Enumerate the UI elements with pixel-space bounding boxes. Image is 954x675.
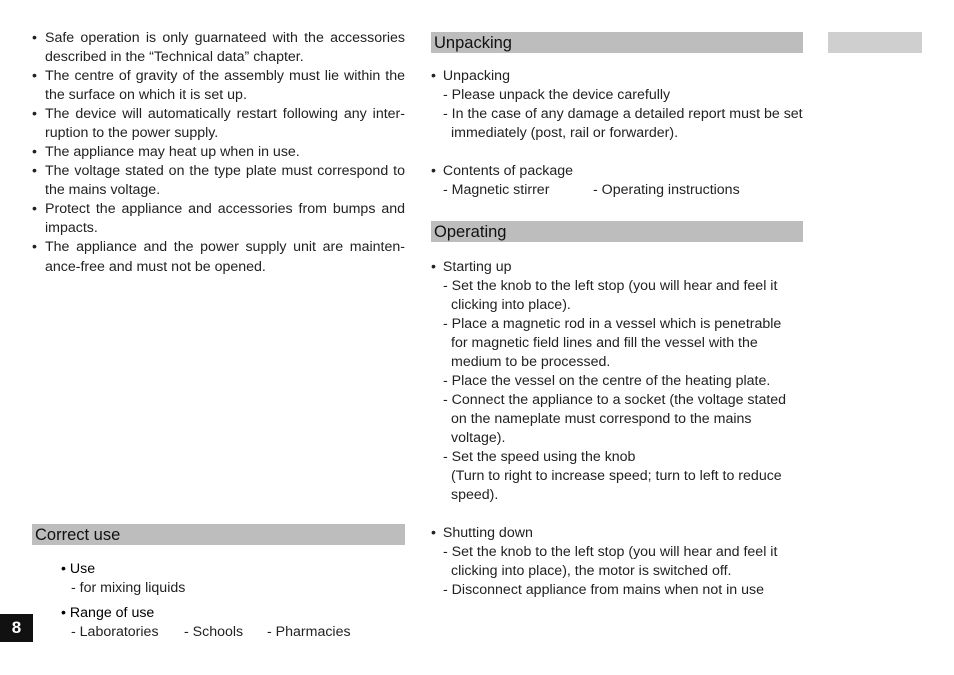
unpacking-line: - In the case of any damage a detailed report must be set (443, 106, 803, 122)
list-item (32, 143, 405, 162)
list-item-line: the mains voltage. (45, 182, 161, 198)
range-item: - Schools (184, 624, 244, 640)
list-item (32, 67, 405, 105)
bullet-marker: • (431, 163, 436, 179)
bullet-marker: • (32, 30, 37, 46)
contents-row (431, 181, 806, 200)
bullet-marker: • (431, 259, 436, 275)
list-item (32, 200, 405, 238)
use-label: Use (69, 561, 96, 577)
unpacking-label: Unpacking (442, 68, 510, 84)
language-tab-marker (828, 32, 922, 53)
list-item-line: described in the “Technical data” chapter. (45, 49, 304, 65)
unpacking-item (431, 67, 806, 143)
shutting-heading (431, 524, 806, 543)
step-line: - Connect the appliance to a socket (the voltage stated (443, 392, 787, 408)
contents-entry: - Operating instructions (593, 182, 740, 198)
step-line: clicking into place), the motor is switched off. (451, 563, 732, 579)
bullet-marker: • (431, 525, 436, 541)
step-line: speed). (451, 487, 499, 503)
use-item (61, 560, 401, 598)
range-heading (61, 604, 401, 623)
list-item-line: ance-free and must not be opened. (45, 259, 266, 275)
range-of-use-item (61, 604, 401, 642)
unpacking-line: immediately (post, rail or forwarder). (451, 125, 679, 141)
list-item-line: The appliance may heat up when in use. (45, 144, 300, 160)
starting-heading (431, 258, 806, 277)
step-line: - Place a magnetic rod in a vessel which is penetrable (443, 316, 782, 332)
list-item-line: The appliance and the power supply unit are mainten- (45, 239, 405, 255)
step-line: - Set the speed using the knob (443, 449, 636, 465)
list-item-line: The voltage stated on the type plate must correspond to (45, 163, 405, 179)
list-item-line: ruption to the power supply. (45, 125, 219, 141)
shutting-down-item (431, 524, 806, 600)
list-item-line: The device will automatically restart following any inter- (45, 106, 405, 122)
range-items-row (61, 623, 401, 642)
use-heading (61, 560, 401, 579)
section-header-correct-use (32, 524, 405, 545)
bullet-marker: • (32, 106, 37, 122)
step-line: - Set the knob to the left stop (you will hear and feel it (443, 544, 778, 560)
step-line: clicking into place). (451, 297, 571, 313)
step-line: (Turn to right to increase speed; turn to left to reduce (451, 468, 782, 484)
contents-item (431, 162, 806, 200)
bullet-marker: • (61, 605, 66, 621)
list-item (32, 162, 405, 200)
step-line: - Disconnect appliance from mains when not in use (443, 582, 764, 598)
bullet-marker: • (61, 561, 66, 577)
step-line: - Place the vessel on the centre of the heating plate. (443, 373, 771, 389)
range-item: - Laboratories (71, 624, 159, 640)
bullet-marker: • (32, 144, 37, 160)
list-item (32, 29, 405, 67)
list-item (32, 238, 405, 277)
list-item-line: The centre of gravity of the assembly must lie within the (45, 68, 405, 84)
range-label: Range of use (69, 605, 155, 621)
list-item-line: impacts. (45, 220, 98, 236)
step-line: for magnetic field lines and fill the vessel with the (451, 335, 758, 351)
contents-heading (431, 162, 806, 181)
contents-entry: - Magnetic stirrer (443, 182, 550, 198)
shutting-label: Shutting down (442, 525, 533, 541)
bullet-marker: • (431, 68, 436, 84)
section-title: Unpacking (434, 34, 512, 52)
section-title: Operating (434, 223, 507, 241)
step-line: on the nameplate must correspond to the mains (451, 411, 752, 427)
unpacking-heading (431, 67, 806, 86)
bullet-marker: • (32, 201, 37, 217)
list-item-line: Safe operation is only guarnateed with the accessories (45, 30, 405, 46)
section-header-operating (431, 221, 803, 242)
step-line: medium to be processed. (451, 354, 611, 370)
use-detail: - for mixing liquids (71, 580, 186, 596)
starting-up-item (431, 258, 806, 505)
starting-label: Starting up (442, 259, 512, 275)
contents-label: Contents of package (442, 163, 574, 179)
section-header-unpacking (431, 32, 803, 53)
list-item (32, 105, 405, 143)
bullet-marker: • (32, 163, 37, 179)
section-title: Correct use (35, 526, 121, 544)
list-item-line: Protect the appliance and accessories from bumps and (45, 201, 405, 217)
bullet-marker: • (32, 239, 37, 255)
range-item: - Pharmacies (267, 624, 351, 640)
page-number: 8 (0, 614, 33, 642)
step-line: voltage). (451, 430, 506, 446)
list-item-line: the surface on which it is set up. (45, 87, 247, 103)
bullet-marker: • (32, 68, 37, 84)
step-line: - Set the knob to the left stop (you will hear and feel it (443, 278, 778, 294)
unpacking-line: - Please unpack the device carefully (443, 87, 671, 103)
